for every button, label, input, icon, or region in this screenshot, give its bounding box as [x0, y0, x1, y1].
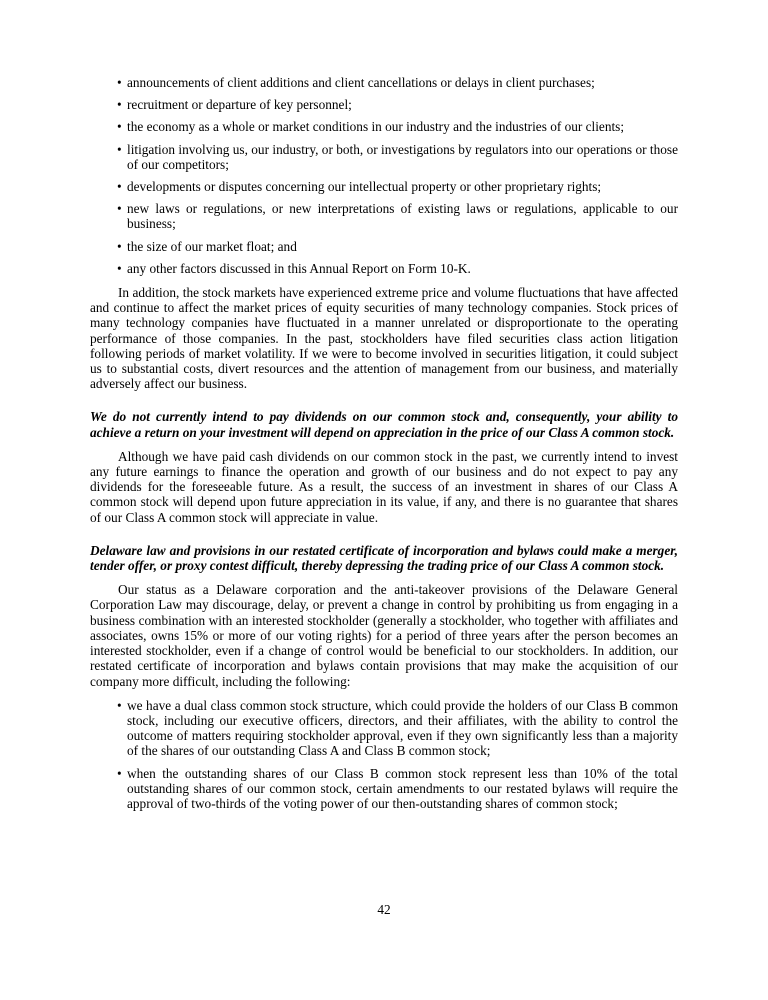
section-heading: Delaware law and provisions in our restated certificate of incorporation and bylaws could make a merger, tender offer, or proxy contest difficult, thereby depressing the trading price of our Class A common stock. [90, 542, 678, 574]
bullet-icon: • [117, 201, 122, 217]
bullet-text: developments or disputes concerning our intellectual property or other proprietary rights; [127, 179, 602, 195]
bullet-icon: • [117, 75, 122, 90]
bullet-item [90, 142, 678, 172]
bullet-item [90, 75, 678, 90]
bullet-item [90, 261, 678, 276]
document-content [90, 75, 678, 811]
bullet-icon: • [117, 238, 122, 254]
bullet-item [90, 179, 678, 194]
bullet-item [90, 698, 678, 759]
bullet-item [90, 766, 678, 812]
bullet-text: when the outstanding shares of our Class B common stock represent less than 10% of the total outstanding shares of our common stock, certain amendments to our restated bylaws will require the approval of two-thirds of the voting power of our then-outstanding shares of common stock; [127, 765, 678, 811]
bullet-item [90, 201, 678, 231]
section-heading: We do not currently intend to pay dividends on our common stock and, consequently, your ability to achieve a return on your investment will depend on appreciation in the price of our Class A common stock. [90, 409, 678, 440]
bullet-item [90, 97, 678, 112]
bullet-text: we have a dual class common stock structure, which could provide the holders of our Class B common stock, including our executive officers, directors, and their affiliates, with the ability to control the outcome of matters requiring stockholder approval, even if they own significantly less than a majority of the shares of our outstanding Class A and Class B common stock; [127, 697, 678, 759]
bullet-icon: • [117, 97, 122, 113]
bullet-icon: • [117, 119, 122, 135]
body-paragraph: Our status as a Delaware corporation and the anti-takeover provisions of the Delaware General Corporation Law may discourage, delay, or prevent a change in control by prohibiting us from engaging in a business combination with an interested stockholder (generally a stockholder, who together with affiliates and associates, owns 15% or more of our voting rights) for a period of three years after the person becomes an interested stockholder, even if a change of control would be beneficial to our stockholders. In addition, our restated certificate of incorporation and bylaws contain provisions that may make the acquisition of our company more difficult, including the following: [90, 582, 678, 689]
bullet-text: announcements of client additions and client cancellations or delays in client purchases; [127, 75, 595, 90]
bullet-icon: • [117, 697, 122, 713]
bullet-text: any other factors discussed in this Annual Report on Form 10-K. [127, 260, 471, 276]
body-paragraph: Although we have paid cash dividends on our common stock in the past, we currently intend to invest any future earnings to finance the operation and growth of our business and do not expect to pay any dividends for the foreseeable future. As a result, the success of an investment in shares of our Class A common stock will depend upon future appreciation in its value, if any, and there is no guarantee that shares of our Class A common stock will appreciate in value. [90, 448, 678, 525]
body-paragraph: In addition, the stock markets have experienced extreme price and volume fluctuations that have affected and continue to affect the market prices of equity securities of many technology companies. Stock prices of many technology companies have fluctuated in a manner unrelated or disproportionate to the operating performance of those companies. In the past, stockholders have filed securities class action litigation following periods of market volatility. If we were to become involved in securities litigation, it could subject us to substantial costs, divert resources and the attention of management from our business, and materially adversely affect our business. [90, 285, 678, 392]
bullet-icon: • [117, 141, 122, 157]
bullet-icon: • [117, 765, 122, 781]
bullet-icon: • [117, 260, 122, 276]
bullet-text: the economy as a whole or market conditions in our industry and the industries of our clients; [127, 119, 625, 135]
bullet-icon: • [117, 179, 122, 195]
bullet-text: new laws or regulations, or new interpretations of existing laws or regulations, applicable to our business; [127, 201, 678, 232]
bullet-item [90, 119, 678, 134]
bullet-item [90, 239, 678, 254]
bullet-text: litigation involving us, our industry, or both, or investigations by regulators into our operations or those of our competitors; [127, 141, 678, 172]
bullet-text: recruitment or departure of key personnel; [127, 97, 352, 113]
bullet-text: the size of our market float; and [127, 238, 297, 254]
page-number: 42 [377, 902, 391, 917]
